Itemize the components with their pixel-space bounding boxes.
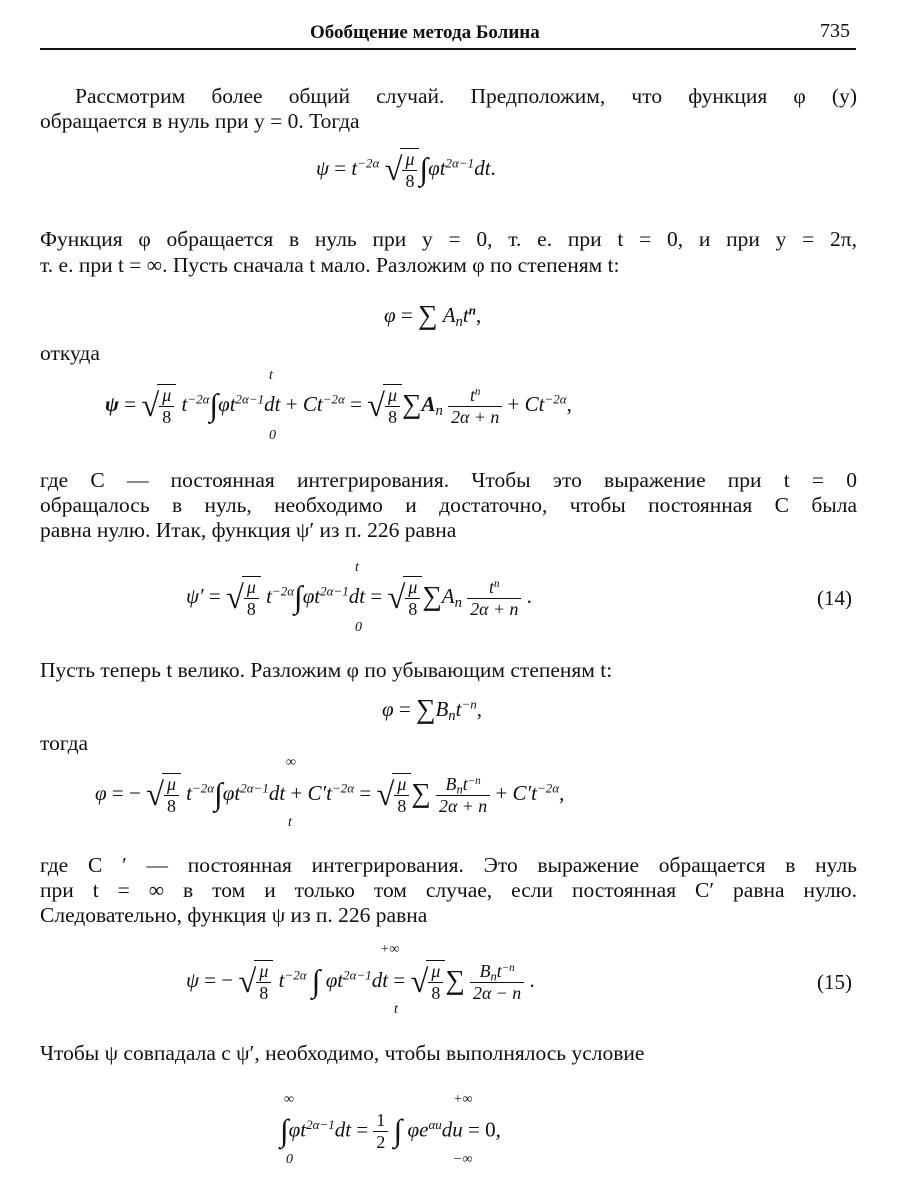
page-number: 735 [820,20,850,42]
equation-psi-definition: $\psi = t^{-2\alpha}$ √ $\frac{\mu}{8}$ $\int\varphi t^{2\alpha-1}dt$. [316,149,496,191]
equation-phi-series-b: $\varphi = \sum B_nt^{-n}$, [382,694,482,725]
equation-phi-large-t: φ = − √ $\frac{\mu}{8}$ $t^{-2\alpha}\int\varphi t^{2\alpha-1}dt + C't^{-2\alpha}$ = √ $\frac{\mu}{8}$ ∑ $\frac{B_nt^{-n}}{2\alpha + n}$ + $C't^{-2\alpha}$, [95,773,565,816]
text-line: тогда [40,731,89,755]
text-line: Функция φ обращается в нуль при y = 0, т. е. при t = 0, и при y = 2π, [40,227,857,251]
equation-14: ψ′ = √ $\frac{\mu}{8}$ $t^{-2\alpha}\int\varphi t^{2\alpha-1}dt$ = √ $\frac{\mu}{8}$ $\sum A_n$ $\frac{t^n}{2\alpha + n}$ . [186,576,532,619]
text-line: обращалось в нуль, необходимо и достаточно, чтобы постоянная C была [40,493,857,517]
equation-psi-small-t: ψ = √ $\frac{\mu}{8}$ $t^{-2\alpha}\int\varphi t^{2\alpha-1}dt + Ct^{-2\alpha}$ = √ $\frac{\mu}{8}$ $\sum A_n$ $\frac{t^n}{2\alpha + n}$ + $Ct^{-2\alpha}$, [105,384,572,427]
integral-lower-limit: 0 [355,620,362,635]
text-line: Следовательно, функция ψ из п. 226 равна [40,903,428,927]
equation-condition: $\int\varphi t^{2\alpha-1}dt$ = $\frac{1}{2}$ ∫ $\varphi e^{\alpha u}du = 0$, [280,1110,501,1152]
text-line: Чтобы ψ совпадала с ψ′, необходимо, чтобы выполнялось условие [40,1041,645,1065]
header-title: Обобщение метода Болина [310,22,540,43]
equation-15: ψ = − √ $\frac{\mu}{8}$ $t^{-2\alpha}$ ∫ $\varphi t^{2\alpha-1}dt$ = √ $\frac{\mu}{8}$ ∑ $\frac{B_nt^{-n}}{2\alpha - n}$ . [186,960,535,1003]
integral-lower-limit: 0 [269,428,276,443]
equation-phi-series: φ = ∑ $A_nt^n$, [384,300,482,331]
integral-upper-limit: t [269,368,273,383]
running-header [40,16,856,50]
text-line: обращается в нуль при y = 0. Тогда [40,109,360,133]
integral-lower-limit: t [288,815,292,830]
text-line: откуда [40,341,100,365]
text-line: где C ′ — постоянная интегрирования. Это выражение обращается в нуль [40,853,857,877]
equation-number-15: (15) [817,970,852,994]
equation-number-14: (14) [817,586,852,610]
text-line: при t = ∞ в том и только том случае, если постоянная C′ равна нулю. [40,878,857,902]
text-line: Рассмотрим более общий случай. Предположим, что функция φ (y) [75,84,857,108]
text-line: Пусть теперь t велико. Разложим φ по убывающим степеням t: [40,658,613,682]
text-line: т. е. при t = ∞. Пусть сначала t мало. Разложим φ по степеням t: [40,253,620,277]
integral-lower-limit: t [394,1002,398,1017]
integral-upper-limit: t [355,560,359,575]
text-line: равна нулю. Итак, функция ψ′ из п. 226 равна [40,518,457,542]
integral-upper-limit: +∞ [453,1092,473,1107]
integral-lower-limit: −∞ [453,1152,473,1167]
integral-lower-limit: 0 [286,1152,293,1167]
text-line: где C — постоянная интегрирования. Чтобы это выражение при t = 0 [40,468,857,492]
integral-upper-limit: ∞ [284,1092,294,1107]
integral-upper-limit: ∞ [286,755,296,770]
integral-upper-limit: +∞ [380,942,400,957]
